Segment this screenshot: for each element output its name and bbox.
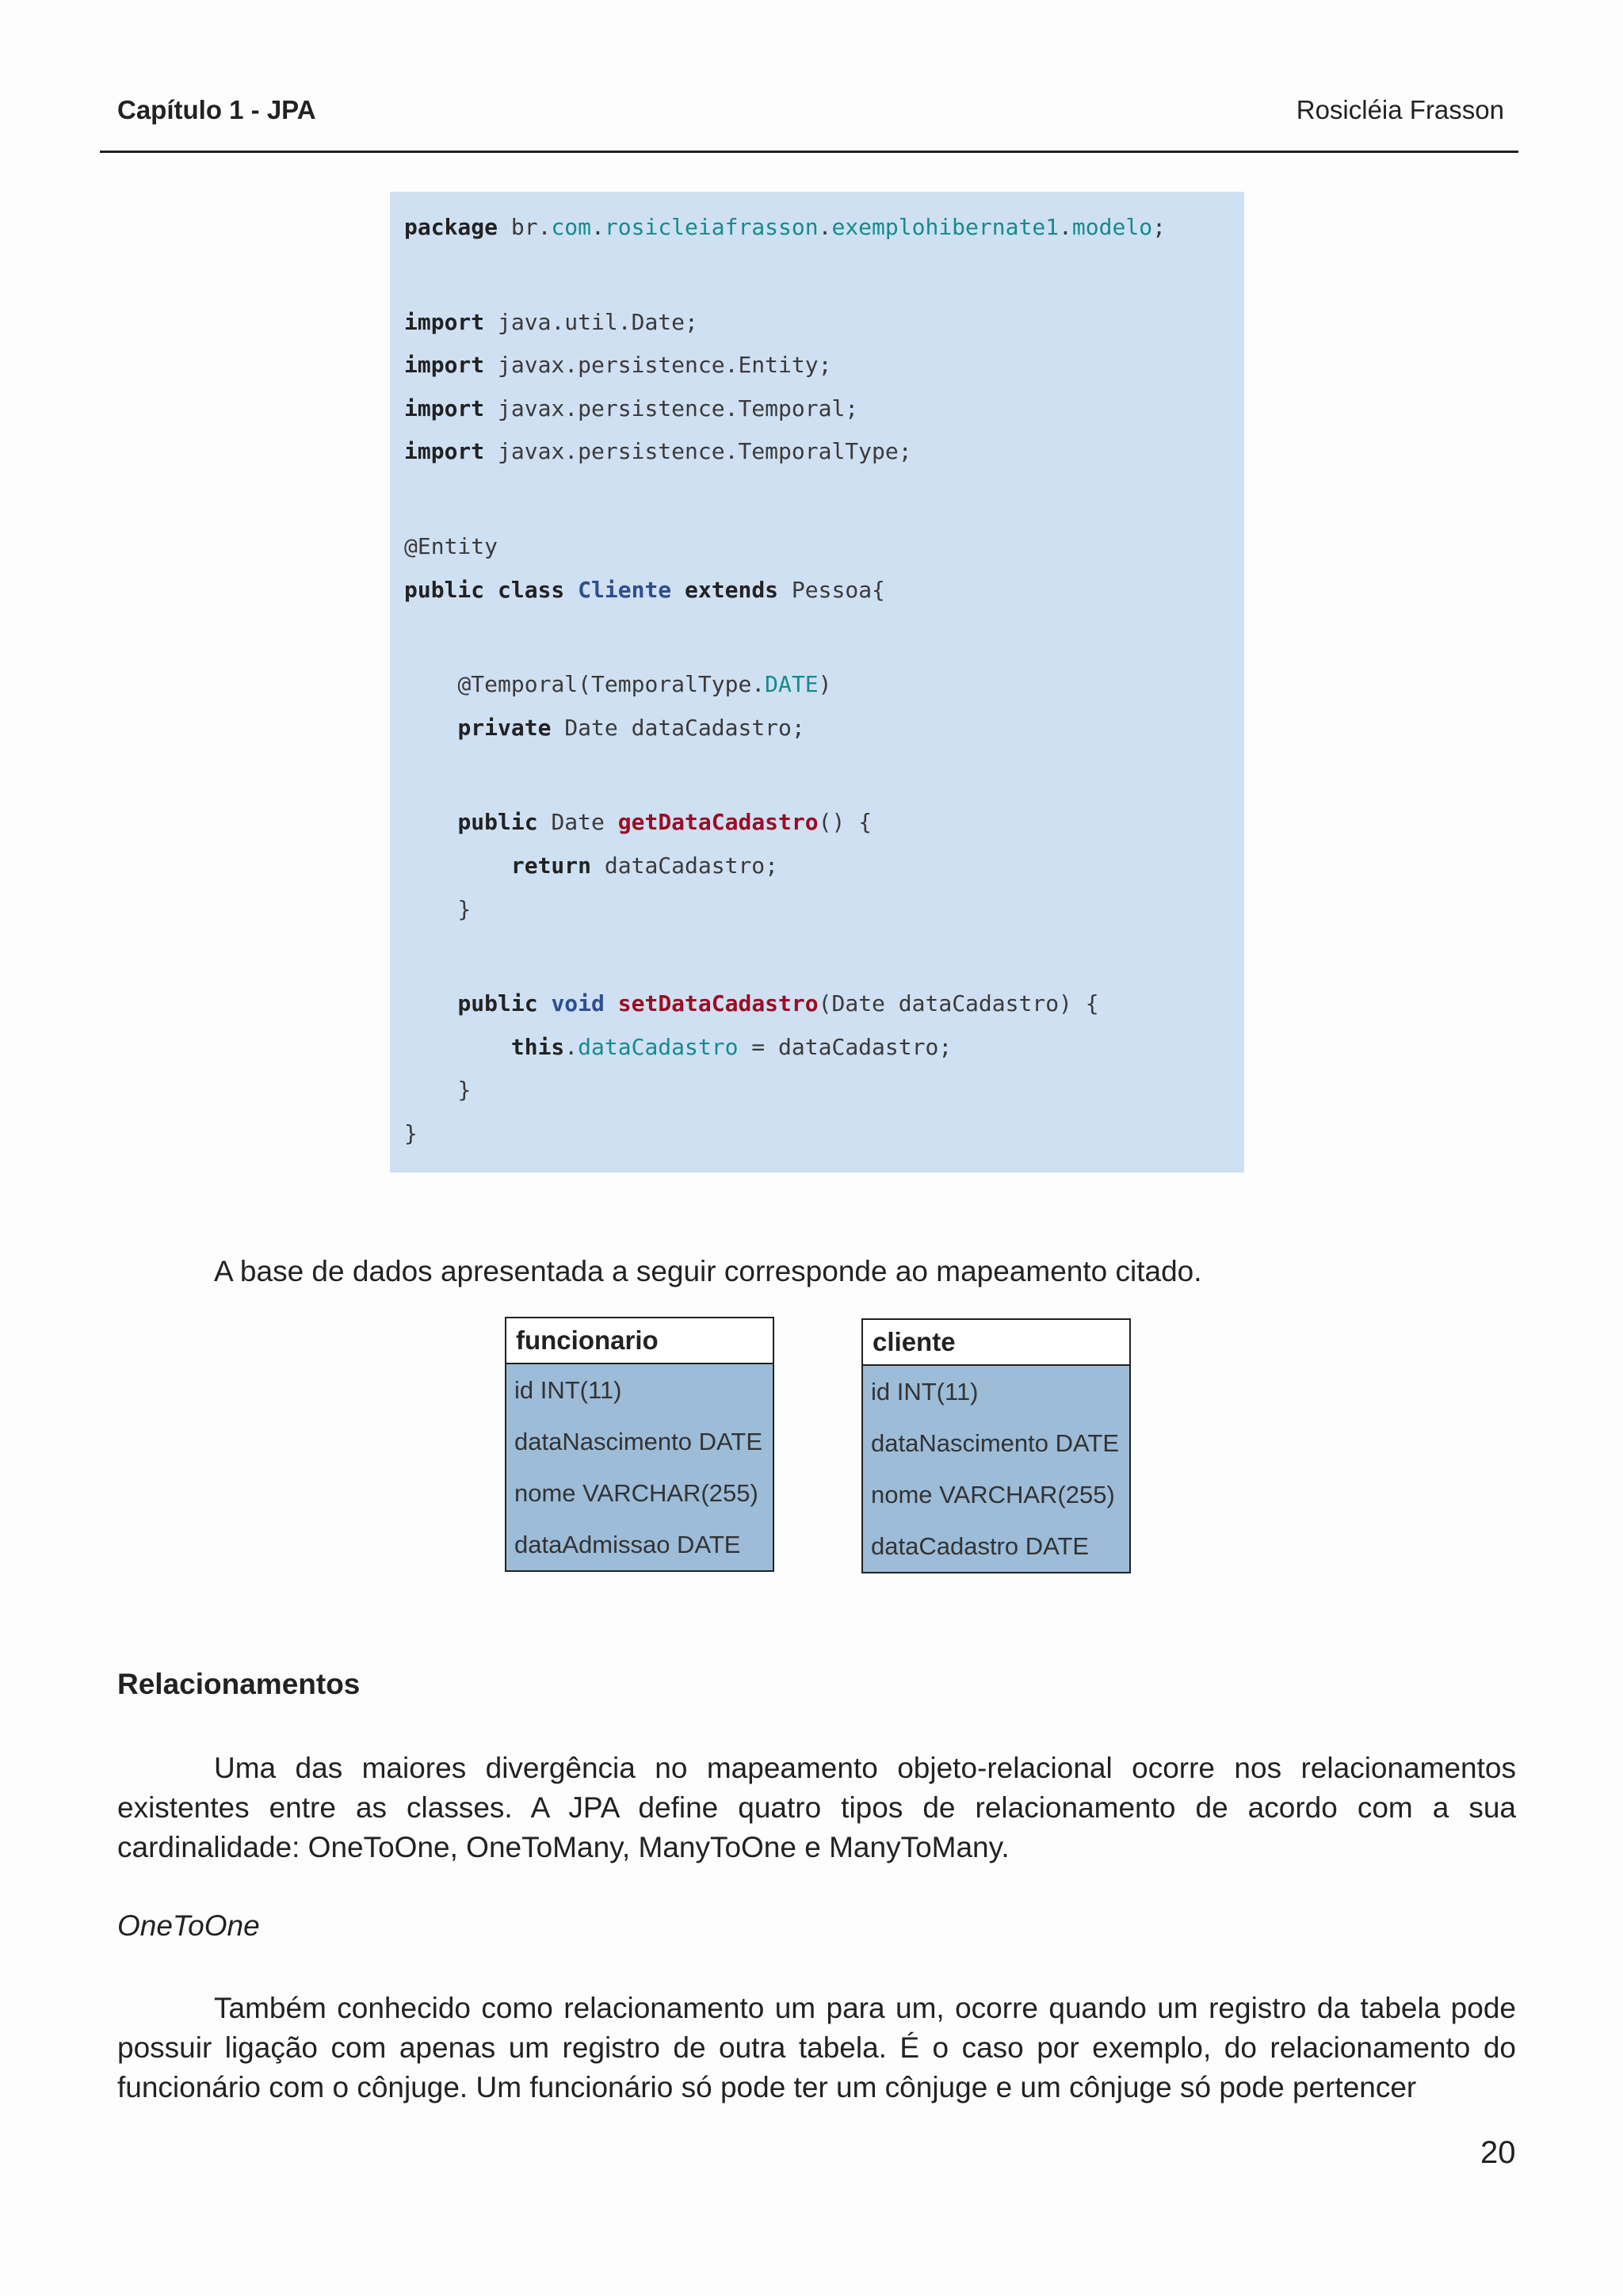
code-line: @Entity [404,532,498,559]
section-heading: Relacionamentos [117,1668,361,1700]
code-line: package br.com.rosicleiafrasson.exemplohibernate1.modelo; [404,214,1166,240]
code-line: } [404,1119,418,1146]
code-line: } [457,1077,472,1104]
header-rule [100,151,1518,153]
db-table-name: cliente [863,1320,1129,1366]
code-line: public Date getDataCadastro() { [457,809,873,836]
code-line: } [457,895,472,922]
db-column: dataNascimento DATE [871,1429,1119,1457]
db-column: dataNascimento DATE [514,1428,762,1455]
code-line: import java.util.Date; [404,308,698,335]
code-line: import javax.persistence.Entity; [404,352,832,379]
page-number: 20 [1480,2135,1516,2170]
code-block [390,192,1244,1173]
author-name: Rosicléia Frasson [1296,95,1504,124]
chapter-title: Capítulo 1 - JPA [117,95,316,124]
db-column: id INT(11) [871,1378,979,1405]
code-line: public void setDataCadastro(Date dataCadastro) { [457,990,1099,1017]
page-header [117,95,1504,125]
db-table-cliente [861,1318,1131,1573]
code-line: @Temporal(TemporalType.DATE) [457,671,832,698]
db-column: nome VARCHAR(255) [514,1479,758,1507]
subsection-paragraph: Também conhecido como relacionamento um para um, ocorre quando um registro da tabela pode possuir ligação com apenas um registro de outra tabela. É o caso por exemplo, do relacionamento do funcionário com o cônjuge. Um funcionário só pode ter um cônjuge e um cônjuge só pode pertencer [117,1992,1516,2103]
db-column: dataCadastro DATE [871,1532,1090,1560]
code-line: private Date dataCadastro; [457,714,805,741]
code-line: import javax.persistence.Temporal; [404,395,859,421]
db-column: id INT(11) [514,1376,622,1404]
code-line: public class Cliente extends Pessoa{ [404,576,885,603]
db-table-funcionario [505,1317,774,1572]
intro-paragraph: A base de dados apresentada a seguir corresponde ao mapeamento citado. [214,1255,1202,1287]
db-column: nome VARCHAR(255) [871,1481,1115,1508]
db-column: dataAdmissao DATE [514,1531,741,1558]
section-paragraph: Uma das maiores divergência no mapeamento objeto-relacional ocorre nos relacionamentos existentes entre as classes. A JPA define quatro tipos de relacionamento de acordo com a sua cardinalidade: OneToOne, OneToMany, ManyToOne e ManyToMany. [117,1752,1516,1863]
db-table-name: funcionario [506,1318,773,1364]
subsection-heading: OneToOne [117,1909,260,1942]
code-line: this.dataCadastro = dataCadastro; [510,1033,953,1060]
code-line: return dataCadastro; [510,852,779,879]
code-line: import javax.persistence.TemporalType; [404,438,912,465]
